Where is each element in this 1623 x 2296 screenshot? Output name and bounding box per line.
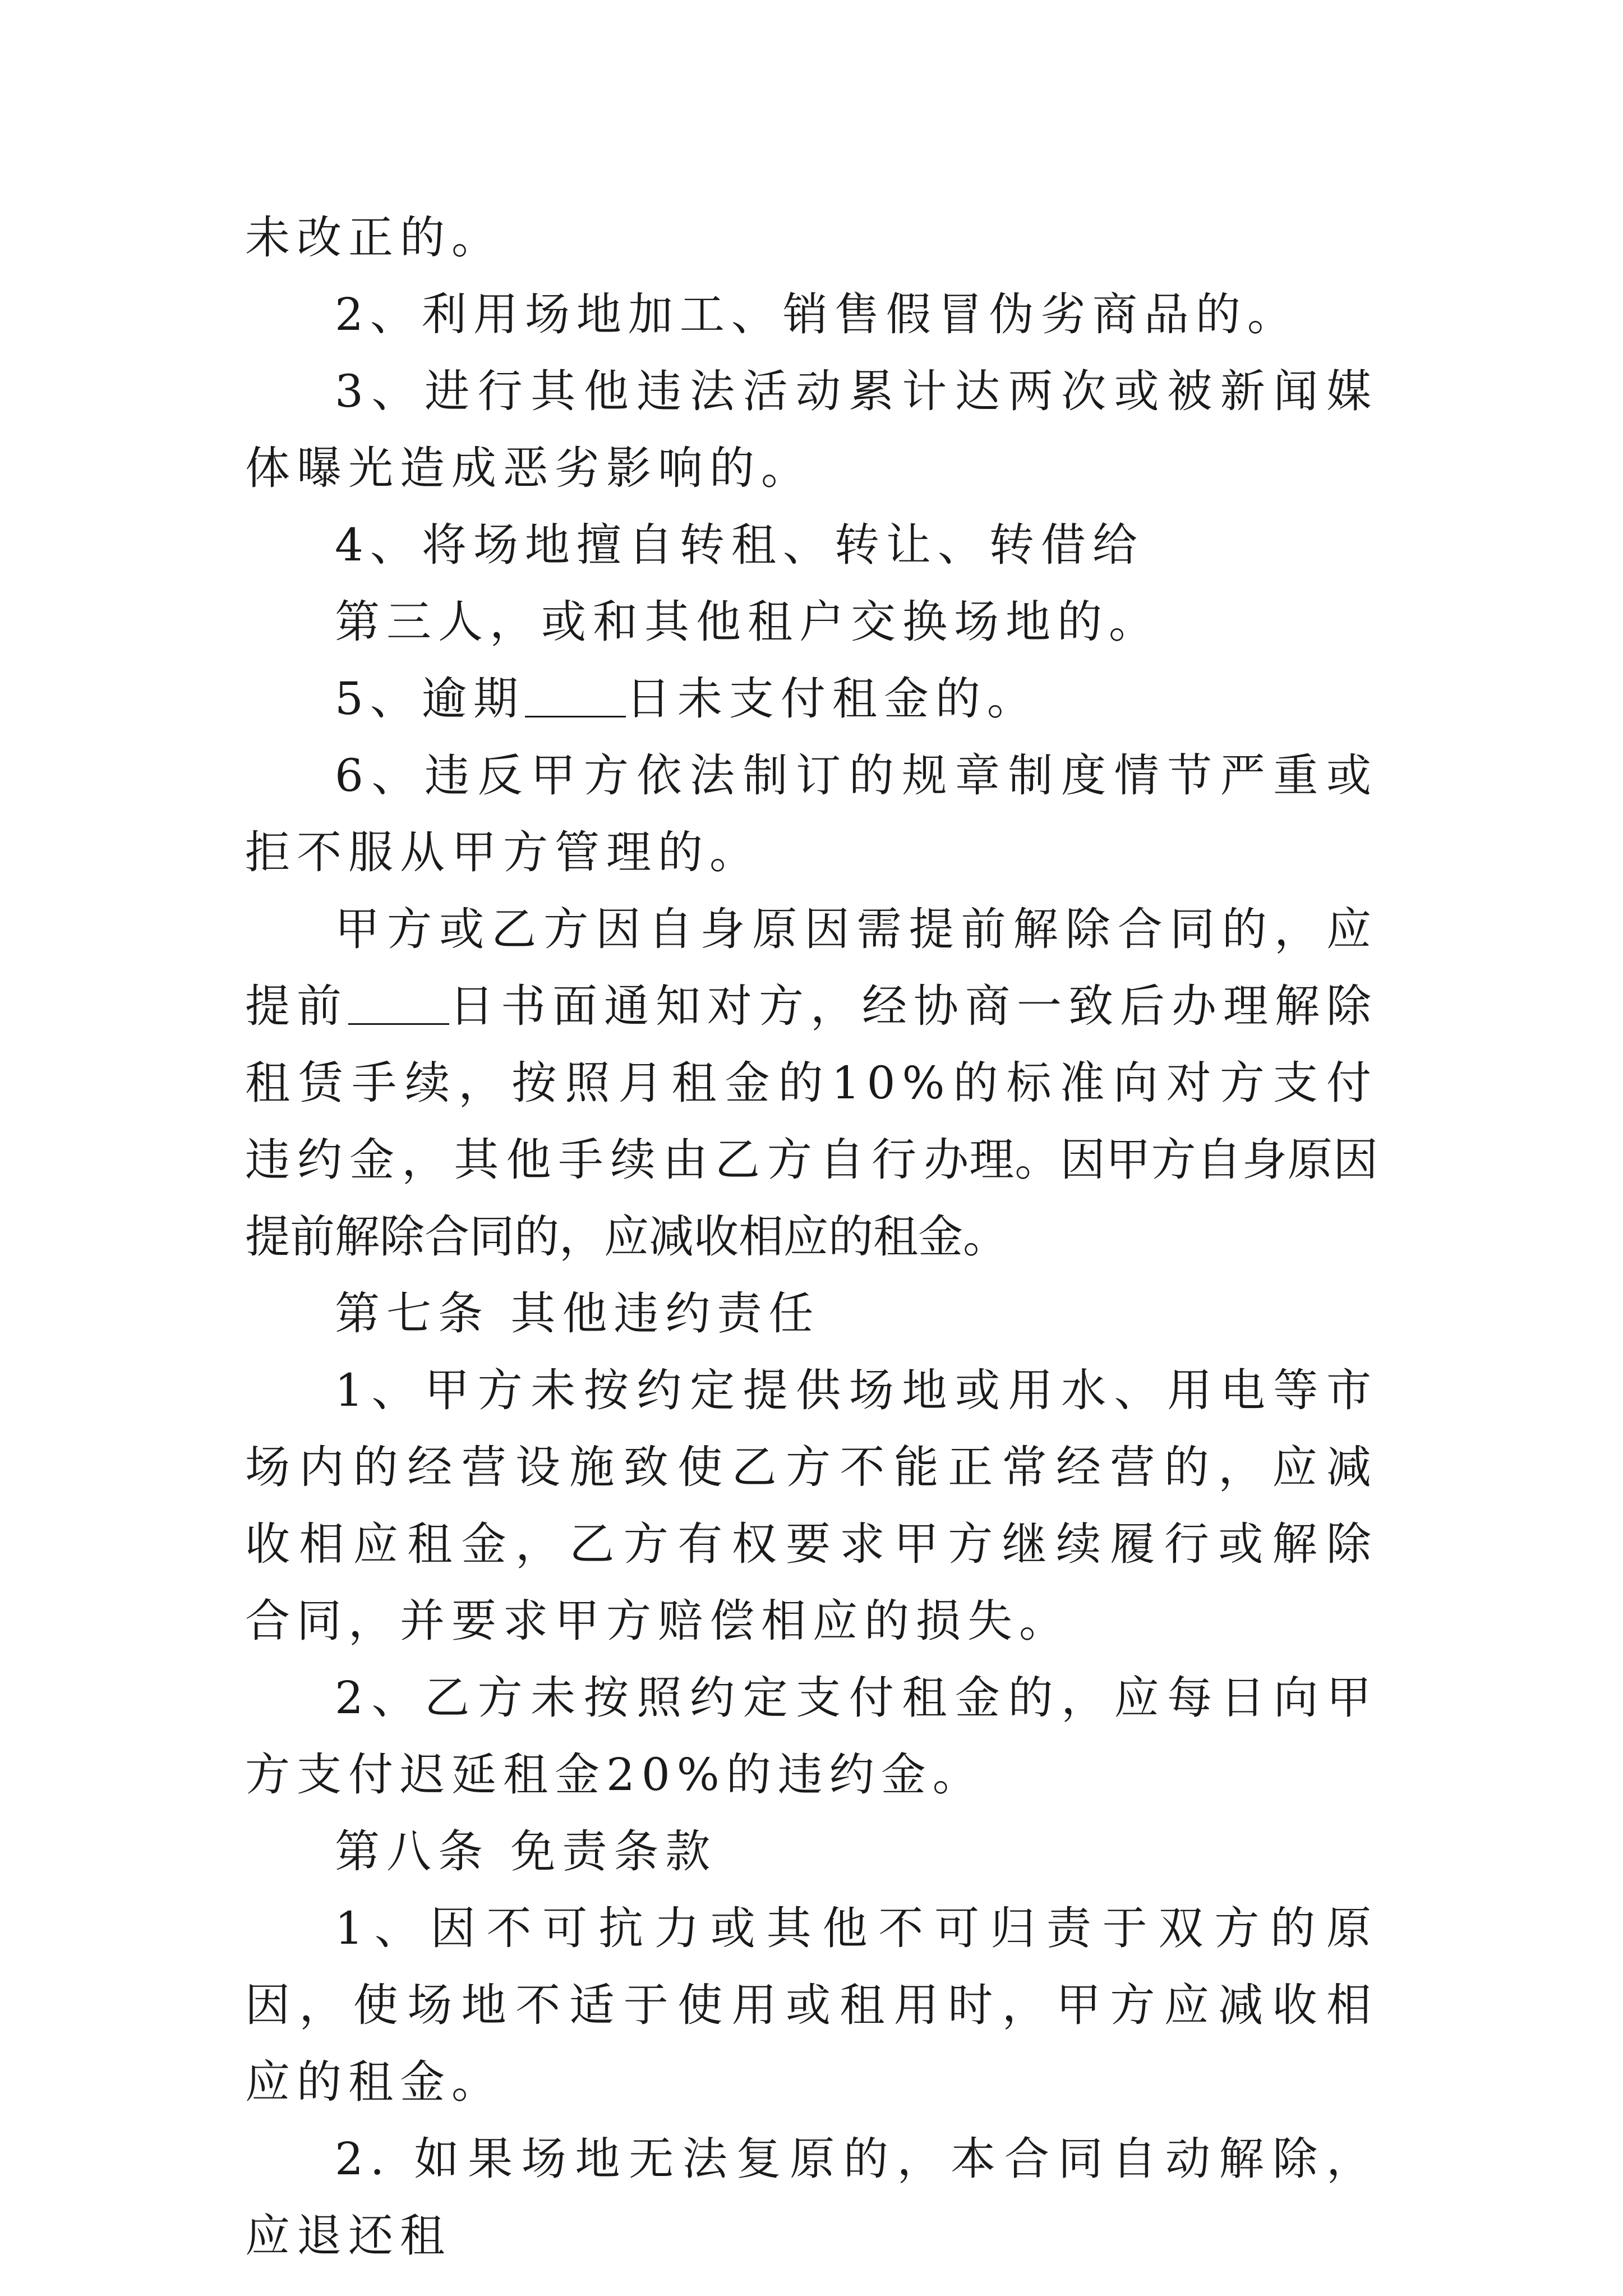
paragraph: 3、进行其他违法活动累计达两次或被新闻媒体曝光造成恶劣影响的。: [245, 365, 1378, 494]
paragraph-text: 办理。因甲方自身原因提前解除合同的，应减收相应的租金。: [245, 1134, 1378, 1263]
paragraph: 未改正的。: [245, 211, 503, 264]
paragraph: 2、乙方未按照约定支付租金的，应每日向甲方支付迟延租金20%的违约金。: [245, 1672, 1378, 1801]
paragraph: 1、因不可抗力或其他不可归责于双方的原因，使场地不适于使用或租用时，甲方应减收相应的租金。: [245, 1902, 1378, 2108]
paragraph-text: 日未支付租金的。: [625, 673, 1039, 725]
paragraph: 第三人，或和其他租户交换场地的。: [335, 596, 1160, 648]
fill-in-blank: [525, 671, 626, 717]
paragraph: [245, 660, 1378, 737]
paragraph: 1、甲方未按约定提供场地或用水、用电等市场内的经营设施致使乙方不能正常经营的，应减收相应租金，乙方有权要求甲方继续履行或解除合同，并要求甲方赔偿相应的损失。: [245, 1364, 1378, 1647]
paragraph: [245, 891, 1378, 1275]
document-body: [245, 199, 1378, 2274]
section-heading: 第八条 免责条款: [335, 1825, 717, 1878]
section-heading: 第七条 其他违约责任: [335, 1287, 820, 1340]
paragraph: 2、利用场地加工、销售假冒伪劣商品的。: [335, 288, 1299, 341]
paragraph: 6、违反甲方依法制订的规章制度情节严重或拒不服从甲方管理的。: [245, 749, 1378, 878]
paragraph: 4、将场地擅自转租、转让、转借给: [335, 519, 1144, 571]
paragraph-text: 5、逾期: [335, 673, 525, 725]
paragraph-text: 甲方或乙方因自身原因需提前解除合同的，应提前: [245, 903, 1378, 1032]
fill-in-blank: [348, 978, 449, 1025]
paragraph-text: 日书面通知对方，经协商一致后办理解除租赁手续，按照月租金的10%的标准向对方支付违约金，其他手续由乙方自行: [245, 980, 1378, 1186]
paragraph: 2. 如果场地无法复原的，本合同自动解除，应退还租: [245, 2133, 1378, 2262]
